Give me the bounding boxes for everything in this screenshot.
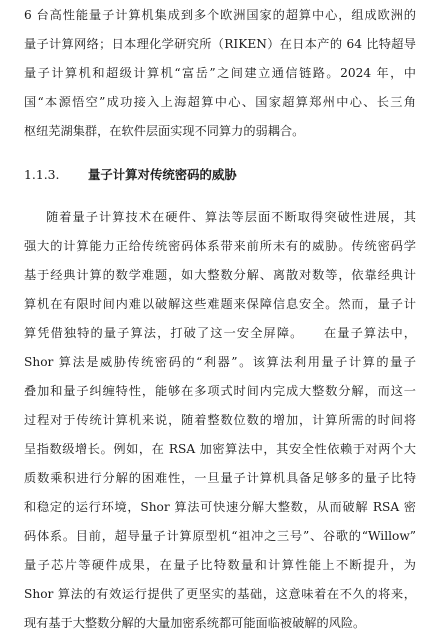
section-title: 量子计算对传统密码的威胁 bbox=[88, 167, 237, 182]
paragraph-2-line: 呈指数级增长。例如，在 RSA 加密算法中，其安全性依赖于对两个大 bbox=[24, 442, 416, 456]
paragraph-1-line: 量子计算机和超级计算机“富岳”之间建立通信链路。2024 年，中 bbox=[24, 66, 416, 80]
paragraph-2-line: Shor 算法是威胁传统密码的“利器”。该算法利用量子计算的量子 bbox=[24, 355, 416, 369]
paragraph-2-line: 和稳定的运行环境，Shor 算法可快速分解大整数，从而破解 RSA 密 bbox=[24, 500, 416, 514]
paragraph-1-line: 6 台高性能量子计算机集成到多个欧洲国家的超算中心，组成欧洲的 bbox=[24, 8, 416, 22]
paragraph-2-line: 质数乘积进行分解的困难性，一旦量子计算机具备足够多的量子比特 bbox=[24, 471, 416, 485]
paragraph-2-line: Shor 算法的有效运行提供了更坚实的基础，这意味着在不久的将来， bbox=[24, 587, 416, 601]
paragraph-2-line: 随着量子计算技术在硬件、算法等层面不断取得突破性进展，其 bbox=[46, 210, 416, 224]
paragraph-2-line: 码体系。目前，超导量子计算原型机“祖冲之三号”、谷歌的“Willow” bbox=[24, 529, 416, 543]
paragraph-2-line: 算凭借独特的量子算法，打破了这一安全屏障。 在量子算法中， bbox=[24, 326, 416, 340]
paragraph-1-line: 量子计算网络；日本理化学研究所（RIKEN）在日本产的 64 比特超导 bbox=[24, 37, 416, 51]
paragraph-2-line: 算机在有限时间内难以破解这些难题来保障信息安全。然而，量子计 bbox=[24, 297, 416, 311]
paragraph-2-line: 现有基于大整数分解的大量加密系统都可能面临被破解的风险。 bbox=[24, 616, 366, 630]
section-heading bbox=[24, 165, 416, 185]
paragraph-1-line: 国“本源悟空”成功接入上海超算中心、国家超算郑州中心、长三角 bbox=[24, 95, 416, 109]
paragraph-2-line: 叠加和量子纠缠特性，能够在多项式时间内完成大整数分解，而这一 bbox=[24, 384, 416, 398]
paragraph-2-line: 过程对于传统计算机来说，随着整数位数的增加，计算所需的时间将 bbox=[24, 413, 416, 427]
paragraph-2-line: 基于经典计算的数学难题，如大整数分解、离散对数等，依靠经典计 bbox=[24, 268, 416, 282]
paragraph-2-line: 量子芯片等硬件成果，在量子比特数量和计算性能上不断提升，为 bbox=[24, 558, 416, 572]
section-number: 1.1.3. bbox=[24, 167, 60, 182]
paragraph-1-line: 枢纽芜湖集群，在软件层面实现不同算力的弱耦合。 bbox=[24, 124, 305, 138]
paragraph-2-line: 强大的计算能力正给传统密码体系带来前所未有的威胁。传统密码学 bbox=[24, 239, 416, 253]
